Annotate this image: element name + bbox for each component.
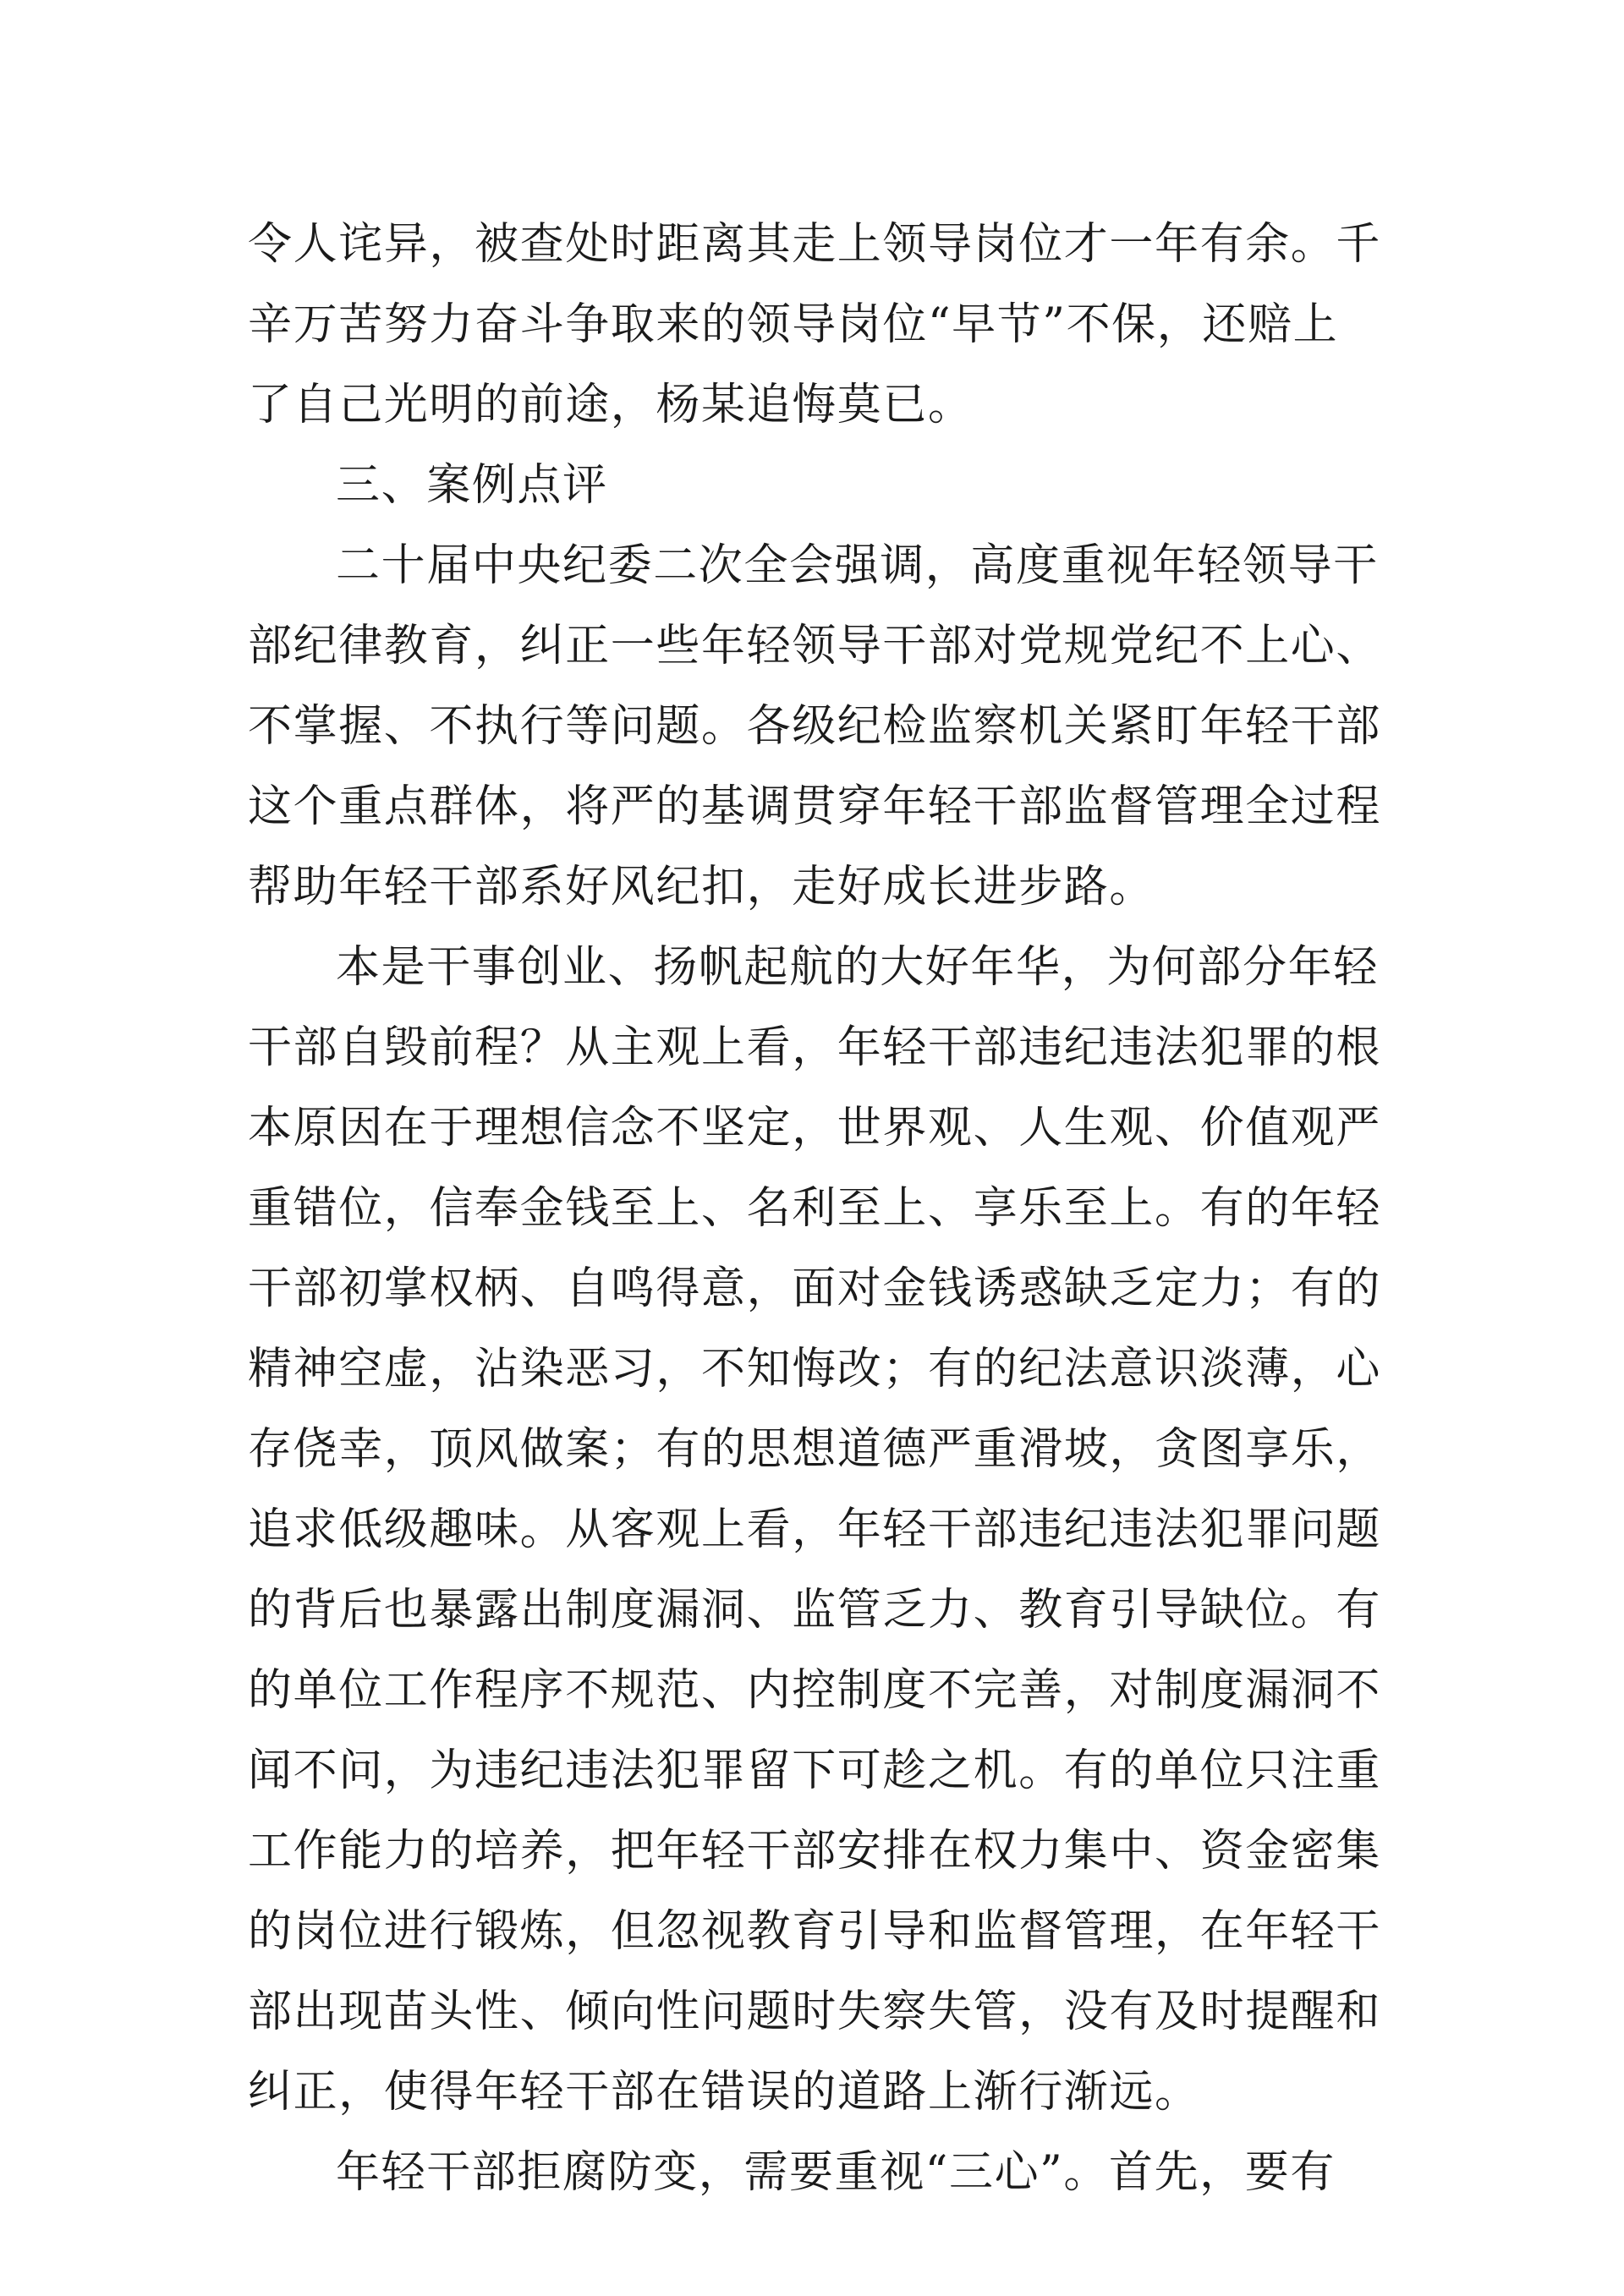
text-line-3: 了自己光明的前途，杨某追悔莫已。	[248, 380, 974, 430]
text-line-23: 部出现苗头性、倾向性问题时失察失管，没有及时提醒和	[248, 1986, 1382, 2037]
text-line-18: 的背后也暴露出制度漏洞、监管乏力、教育引导缺位。有	[248, 1585, 1382, 1636]
text-line-2: 辛万苦努力奋斗争取来的领导岗位“早节”不保，还赔上	[248, 299, 1339, 350]
text-line-13: 重错位，信奉金钱至上、名利至上、享乐至上。有的年轻	[248, 1183, 1382, 1234]
text-line-14: 干部初掌权柄、自鸣得意，面对金钱诱惑缺乏定力；有的	[248, 1263, 1382, 1314]
text-line-22: 的岗位进行锻炼，但忽视教育引导和监督管理，在年轻干	[248, 1906, 1382, 1957]
text-line-15: 精神空虚，沾染恶习，不知悔改；有的纪法意识淡薄，心	[248, 1344, 1382, 1395]
text-line-25: 年轻干部拒腐防变，需要重视“三心”。首先，要有	[336, 2147, 1336, 2198]
section-heading: 三、案例点评	[336, 460, 608, 511]
text-line-7: 不掌握、不执行等问题。各级纪检监察机关紧盯年轻干部	[248, 701, 1382, 752]
text-line-11: 干部自毁前程？从主观上看，年轻干部违纪违法犯罪的根	[248, 1022, 1382, 1073]
text-line-17: 追求低级趣味。从客观上看，年轻干部违纪违法犯罪问题	[248, 1504, 1382, 1555]
text-line-20: 闻不问，为违纪违法犯罪留下可趁之机。有的单位只注重	[248, 1745, 1382, 1796]
text-line-24: 纠正，使得年轻干部在错误的道路上渐行渐远。	[248, 2067, 1200, 2118]
text-line-1: 令人诧异，被查处时距离其走上领导岗位才一年有余。千	[248, 219, 1382, 270]
text-line-19: 的单位工作程序不规范、内控制度不完善，对制度漏洞不	[248, 1665, 1382, 1716]
text-line-12: 本原因在于理想信念不坚定，世界观、人生观、价值观严	[248, 1103, 1382, 1153]
text-line-5: 二十届中央纪委二次全会强调，高度重视年轻领导干	[336, 540, 1379, 591]
text-line-16: 存侥幸，顶风做案；有的思想道德严重滑坡，贪图享乐，	[248, 1424, 1382, 1475]
text-line-21: 工作能力的培养，把年轻干部安排在权力集中、资金密集	[248, 1826, 1382, 1877]
text-line-9: 帮助年轻干部系好风纪扣，走好成长进步路。	[248, 862, 1155, 912]
text-line-10: 本是干事创业、扬帆起航的大好年华，为何部分年轻	[336, 942, 1379, 993]
text-line-8: 这个重点群体，将严的基调贯穿年轻干部监督管理全过程	[248, 781, 1382, 832]
text-line-6: 部纪律教育，纠正一些年轻领导干部对党规党纪不上心、	[248, 621, 1382, 671]
